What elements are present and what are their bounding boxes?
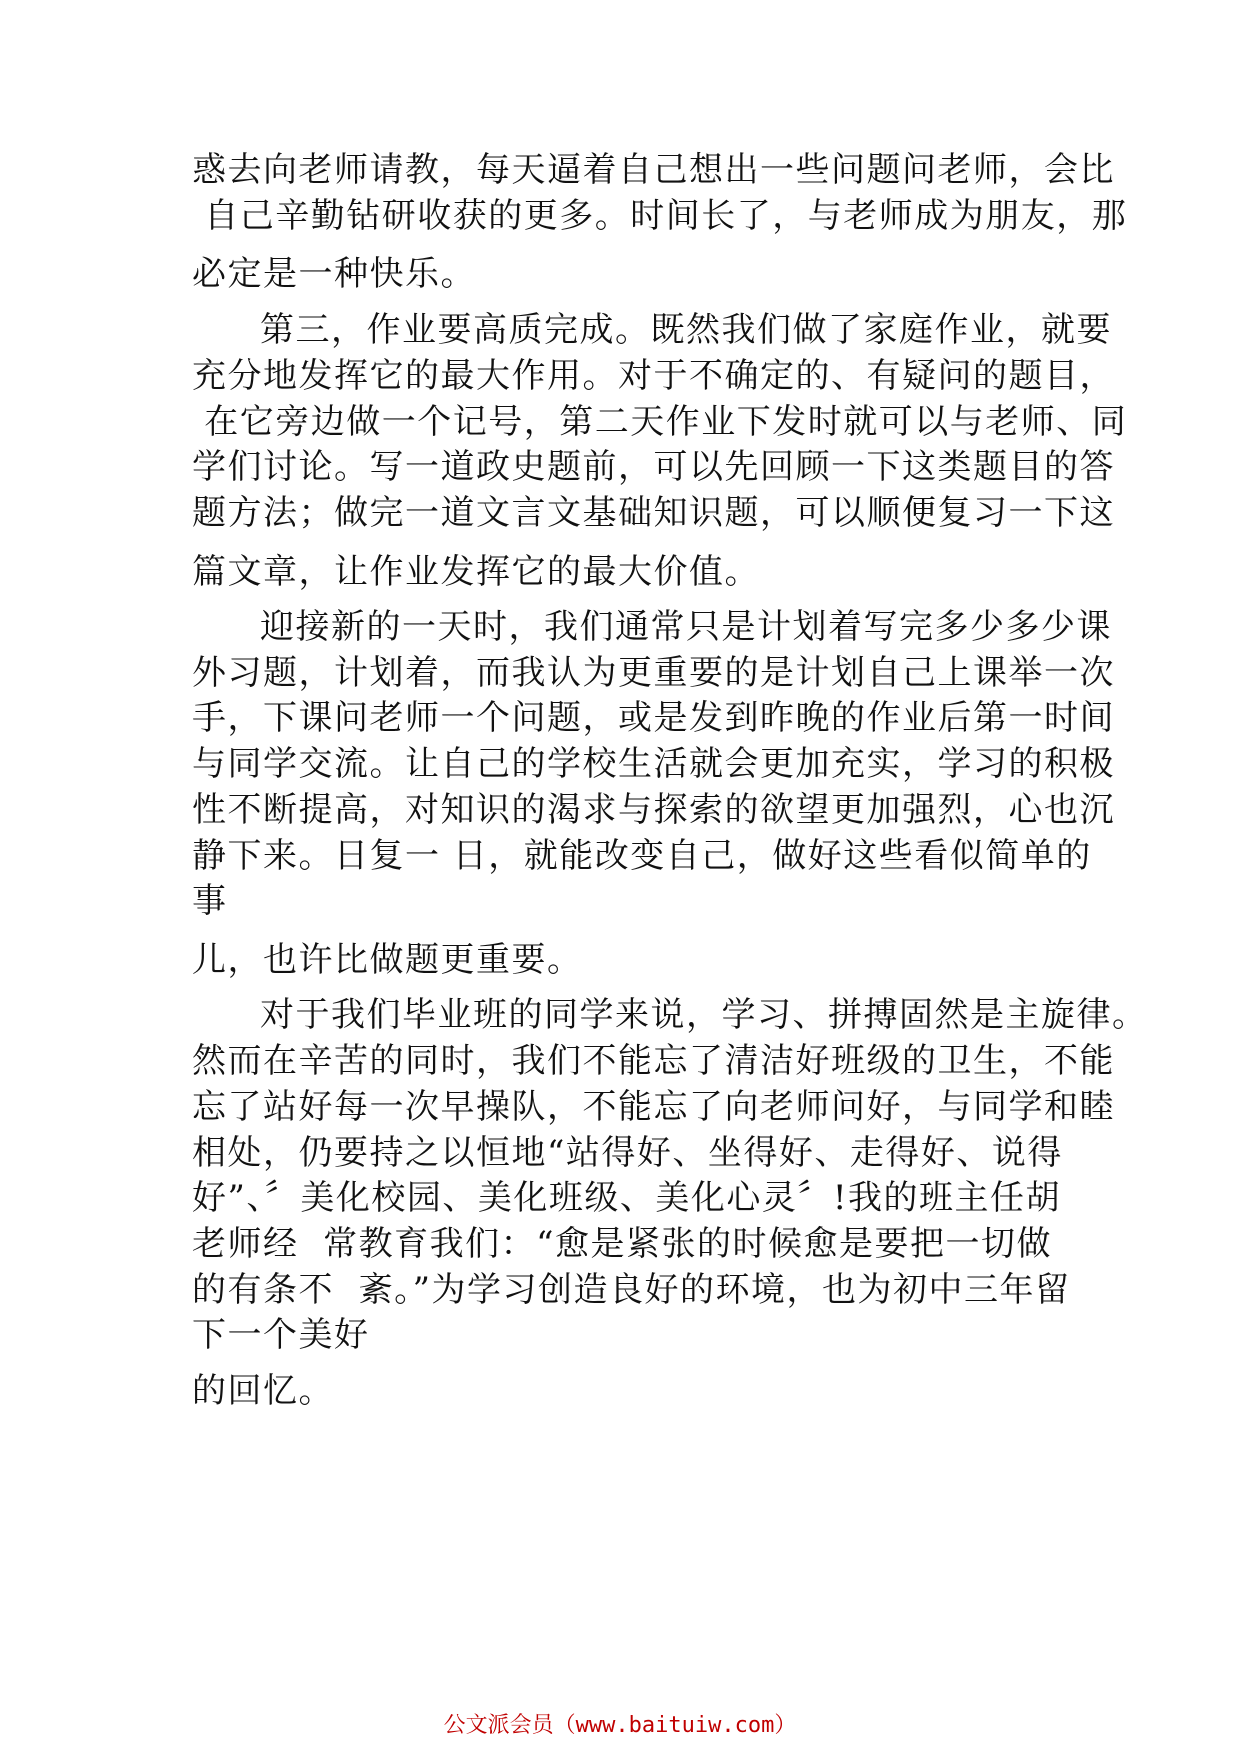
text-line: 惑去向老师请教，每天逼着自己想出一些问题问老师，会比: [192, 150, 1115, 190]
text-line: 忘了站好每一次早操队，不能忘了向老师问好，与同学和睦: [192, 1087, 1115, 1127]
text-line: 性不断提高，对知识的渴求与探索的欲望更加强烈，心也沉: [192, 790, 1115, 830]
text-line: 的有条不 紊。”为学习创造良好的环境，也为初中三年留: [192, 1270, 1071, 1310]
text-line: 篇文章，让作业发挥它的最大价值。: [192, 552, 760, 592]
text-line: 的回忆。: [192, 1371, 334, 1411]
text-line: 充分地发挥它的最大作用。对于不确定的、有疑问的题目，: [192, 356, 1115, 396]
text-line: 事: [192, 881, 228, 921]
paragraph-start-line: 对于我们毕业班的同学来说，学习、拼搏固然是主旋律。: [260, 995, 1148, 1035]
text-line: 静下来。日复一 日，就能改变自己，做好这些看似简单的: [192, 836, 1092, 876]
text-line: 下一个美好: [192, 1315, 370, 1355]
text-line: 必定是一种快乐。: [192, 254, 476, 294]
text-line: 相处，仍要持之以恒地“站得好、坐得好、走得好、说得: [192, 1133, 1063, 1173]
paragraph-start-line: 第三，作业要高质完成。既然我们做了家庭作业，就要: [260, 310, 1112, 350]
paragraph-start-line: 迎接新的一天时，我们通常只是计划着写完多少多少课: [260, 607, 1112, 647]
text-line: 题方法；做完一道文言文基础知识题，可以顺便复习一下这: [192, 493, 1115, 533]
text-line: 自己辛勤钻研收获的更多。时间长了，与老师成为朋友，那: [192, 196, 1128, 236]
text-line: 手，下课问老师一个问题，或是发到昨晚的作业后第一时间: [192, 698, 1115, 738]
text-line: 外习题，计划着，而我认为更重要的是计划自己上课举一次: [192, 653, 1115, 693]
text-line: 在它旁边做一个记号，第二天作业下发时就可以与老师、同: [192, 402, 1128, 442]
footer-watermark: 公文派会员（www.baituiw.com）: [443, 1713, 797, 1738]
text-line: 学们讨论。写一道政史题前，可以先回顾一下这类题目的答: [192, 447, 1115, 487]
text-line: 好”、〞美化校园、美化班级、美化心灵〞!我的班主任胡: [192, 1178, 1062, 1218]
text-line: 与同学交流。让自己的学校生活就会更加充实，学习的积极: [192, 744, 1115, 784]
text-line: 然而在辛苦的同时，我们不能忘了清洁好班级的卫生，不能: [192, 1041, 1115, 1081]
text-line: 儿，也许比做题更重要。: [192, 940, 583, 980]
text-line: 老师经 常教育我们：“愈是紧张的时候愈是要把一切做: [192, 1224, 1052, 1264]
